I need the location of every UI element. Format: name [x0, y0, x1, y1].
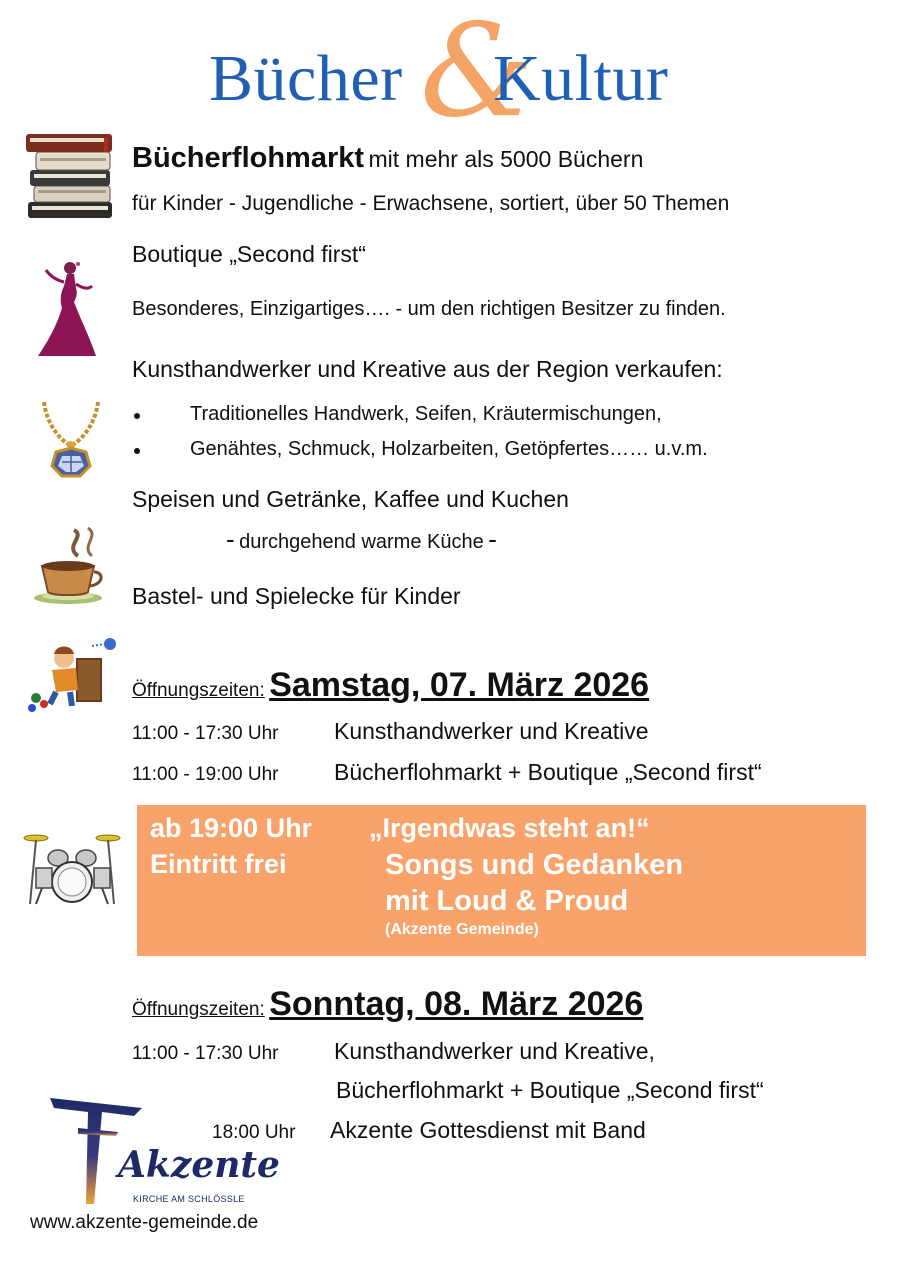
title-word-buecher: Bücher [209, 42, 403, 115]
concert-line4: (Akzente Gemeinde) [385, 921, 539, 938]
sunday-date: Sonntag, 08. März 2026 [269, 985, 644, 1023]
logo-name: Akzente [118, 1144, 280, 1186]
sunday-text-3: Akzente Gottesdienst mit Band [330, 1117, 646, 1143]
title-ampersand: & [420, 0, 534, 146]
sunday-text-2: Bücherflohmarkt + Boutique „Second first“ [336, 1077, 764, 1103]
sunday-heading [132, 985, 643, 1024]
dash-right: - [488, 524, 497, 554]
books-description: für Kinder - Jugendliche - Erwachsene, sortiert, über 50 Themen [132, 192, 730, 215]
saturday-time-1: 11:00 - 17:30 Uhr [132, 723, 279, 744]
logo-tagline: KIRCHE AM SCHLÖSSLE [133, 1194, 245, 1204]
concert-box [137, 805, 866, 956]
boutique-title: Boutique „Second first“ [132, 241, 366, 267]
concert-entry: Eintritt frei [150, 849, 287, 879]
saturday-date: Samstag, 07. März 2026 [269, 666, 650, 704]
books-subtitle: mit mehr als 5000 Büchern [368, 146, 644, 172]
food-subline [226, 524, 497, 555]
saturday-label: Öffnungszeiten: [132, 680, 265, 701]
crafts-bullet-1: Traditionelles Handwerk, Seifen, Kräutermischungen, [190, 403, 662, 425]
title-word-kultur: Kultur [493, 42, 669, 115]
saturday-time-2: 11:00 - 19:00 Uhr [132, 764, 279, 785]
dress-icon [34, 258, 104, 360]
dash-left: - [226, 524, 235, 554]
saturday-text-1: Kunsthandwerker und Kreative [334, 718, 649, 744]
saturday-heading [132, 666, 649, 705]
saturday-text-2: Bücherflohmarkt + Boutique „Second first“ [334, 759, 762, 785]
crafts-title: Kunsthandwerker und Kreative aus der Region verkaufen: [132, 356, 723, 382]
books-icon [24, 128, 118, 224]
playing-child-icon [26, 636, 118, 712]
food-sub: durchgehend warme Küche [239, 531, 484, 553]
coffee-cup-icon [30, 526, 110, 606]
bullet-dot [134, 448, 140, 454]
food-title: Speisen und Getränke, Kaffee und Kuchen [132, 486, 569, 512]
sunday-time-3: 18:00 Uhr [212, 1122, 296, 1143]
books-title: Bücherflohmarkt [132, 142, 365, 174]
concert-line3: mit Loud & Proud [385, 885, 629, 917]
concert-line2: Songs und Gedanken [385, 849, 684, 881]
sunday-text-1: Kunsthandwerker und Kreative, [334, 1038, 655, 1064]
sunday-label: Öffnungszeiten: [132, 999, 265, 1020]
books-heading [132, 142, 643, 175]
crafts-bullet-2: Genähtes, Schmuck, Holzarbeiten, Getöpfertes…… u.v.m. [190, 438, 708, 460]
drum-kit-icon [22, 828, 122, 908]
boutique-description: Besonderes, Einzigartiges…. - um den richtigen Besitzer zu finden. [132, 298, 726, 320]
concert-title: „Irgendwas steht an!“ [369, 813, 650, 843]
website-url: www.akzente-gemeinde.de [30, 1212, 259, 1233]
necklace-icon [36, 398, 106, 480]
bullet-dot [134, 413, 140, 419]
sunday-time-1: 11:00 - 17:30 Uhr [132, 1043, 279, 1064]
kids-title: Bastel- und Spielecke für Kinder [132, 583, 461, 609]
concert-time: ab 19:00 Uhr [150, 813, 313, 843]
